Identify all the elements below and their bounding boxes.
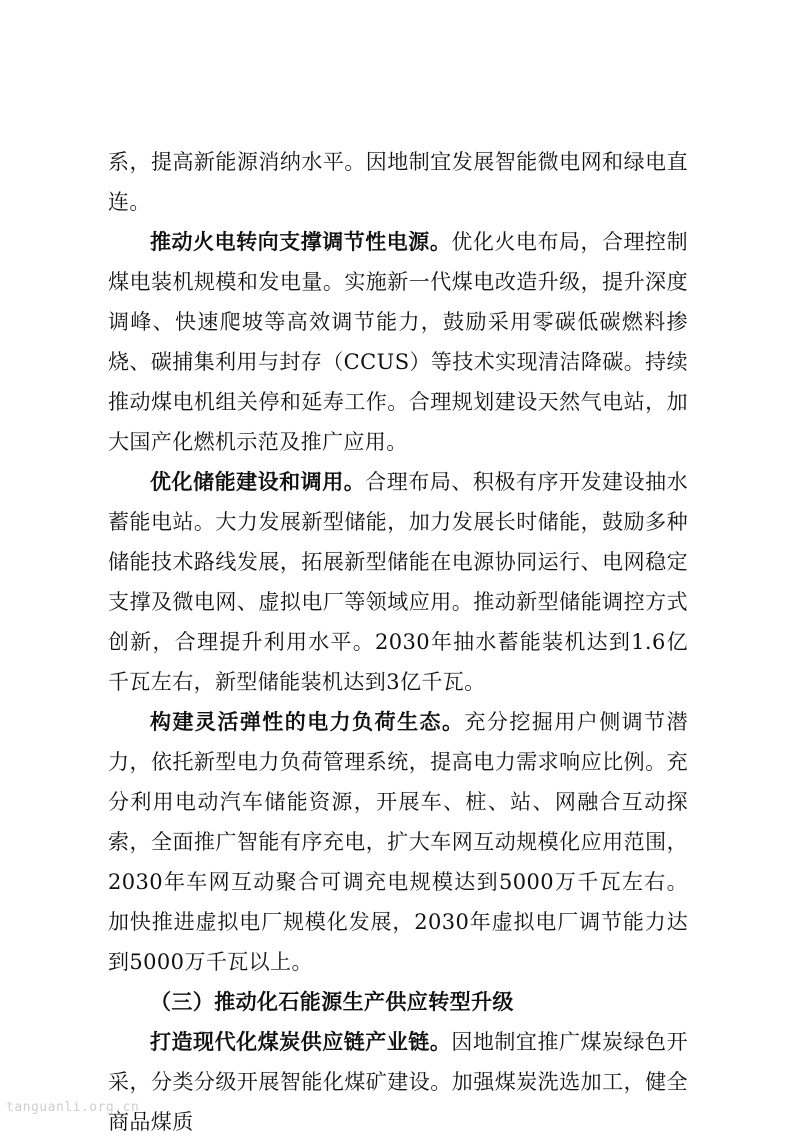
section-heading: （三）推动化石能源生产供应转型升级	[150, 989, 514, 1014]
paragraph-text: 因地制宜推广煤炭绿色开采，分类分级开展智能化煤矿建设。加强煤炭洗选加工，健全商品煤质	[108, 1030, 688, 1134]
paragraph-lead: 优化储能建设和调用。	[150, 469, 366, 494]
paragraph-continuation	[108, 142, 688, 222]
paragraph-text: 系，提高新能源消纳水平。因地制宜发展智能微电网和绿电直连。	[108, 150, 688, 214]
paragraph-text: 优化火电布局，合理控制煤电装机规模和发电量。实施新一代煤电改造升级，提升深度调峰、快速爬坡等高效调节能力，鼓励采用零碳低碳燃料掺烧、碳捕集利用与封存（CCUS）等技术实现清洁降碳。持续推动煤电机组关停和延寿工作。合理规划建设天然气电站，加大国产化燃机示范及推广应用。	[108, 230, 688, 454]
paragraph-text: 合理布局、积极有序开发建设抽水蓄能电站。大力发展新型储能，加力发展长时储能，鼓励多种储能技术路线发展，拓展新型储能在电源协同运行、电网稳定支撑及微电网、虚拟电厂等领域应用。推动新型储能调控方式创新，合理提升利用水平。2030年抽水蓄能装机达到1.6亿千瓦左右，新型储能装机达到3亿千瓦。	[108, 470, 688, 694]
paragraph-power-load	[108, 702, 688, 982]
document-body	[108, 142, 688, 1142]
paragraph-lead: 打造现代化煤炭供应链产业链。	[150, 1029, 452, 1054]
paragraph-lead: 推动火电转向支撑调节性电源。	[150, 229, 452, 254]
paragraph-text: 充分挖掘用户侧调节潜力，依托新型电力负荷管理系统，提高电力需求响应比例。充分利用电动汽车储能资源，开展车、桩、站、网融合互动探索，全面推广智能有序充电，扩大车网互动规模化应用范围，2030年车网互动聚合可调充电规模达到5000万千瓦左右。加快推进虚拟电厂规模化发展，2030年虚拟电厂调节能力达到5000万千瓦以上。	[108, 710, 688, 974]
watermark: tanguanli.org.cn	[6, 1100, 140, 1115]
paragraph-coal-supply	[108, 1022, 688, 1142]
paragraph-lead: 构建灵活弹性的电力负荷生态。	[150, 709, 465, 734]
paragraph-energy-storage	[108, 462, 688, 702]
paragraph-thermal-power	[108, 222, 688, 462]
